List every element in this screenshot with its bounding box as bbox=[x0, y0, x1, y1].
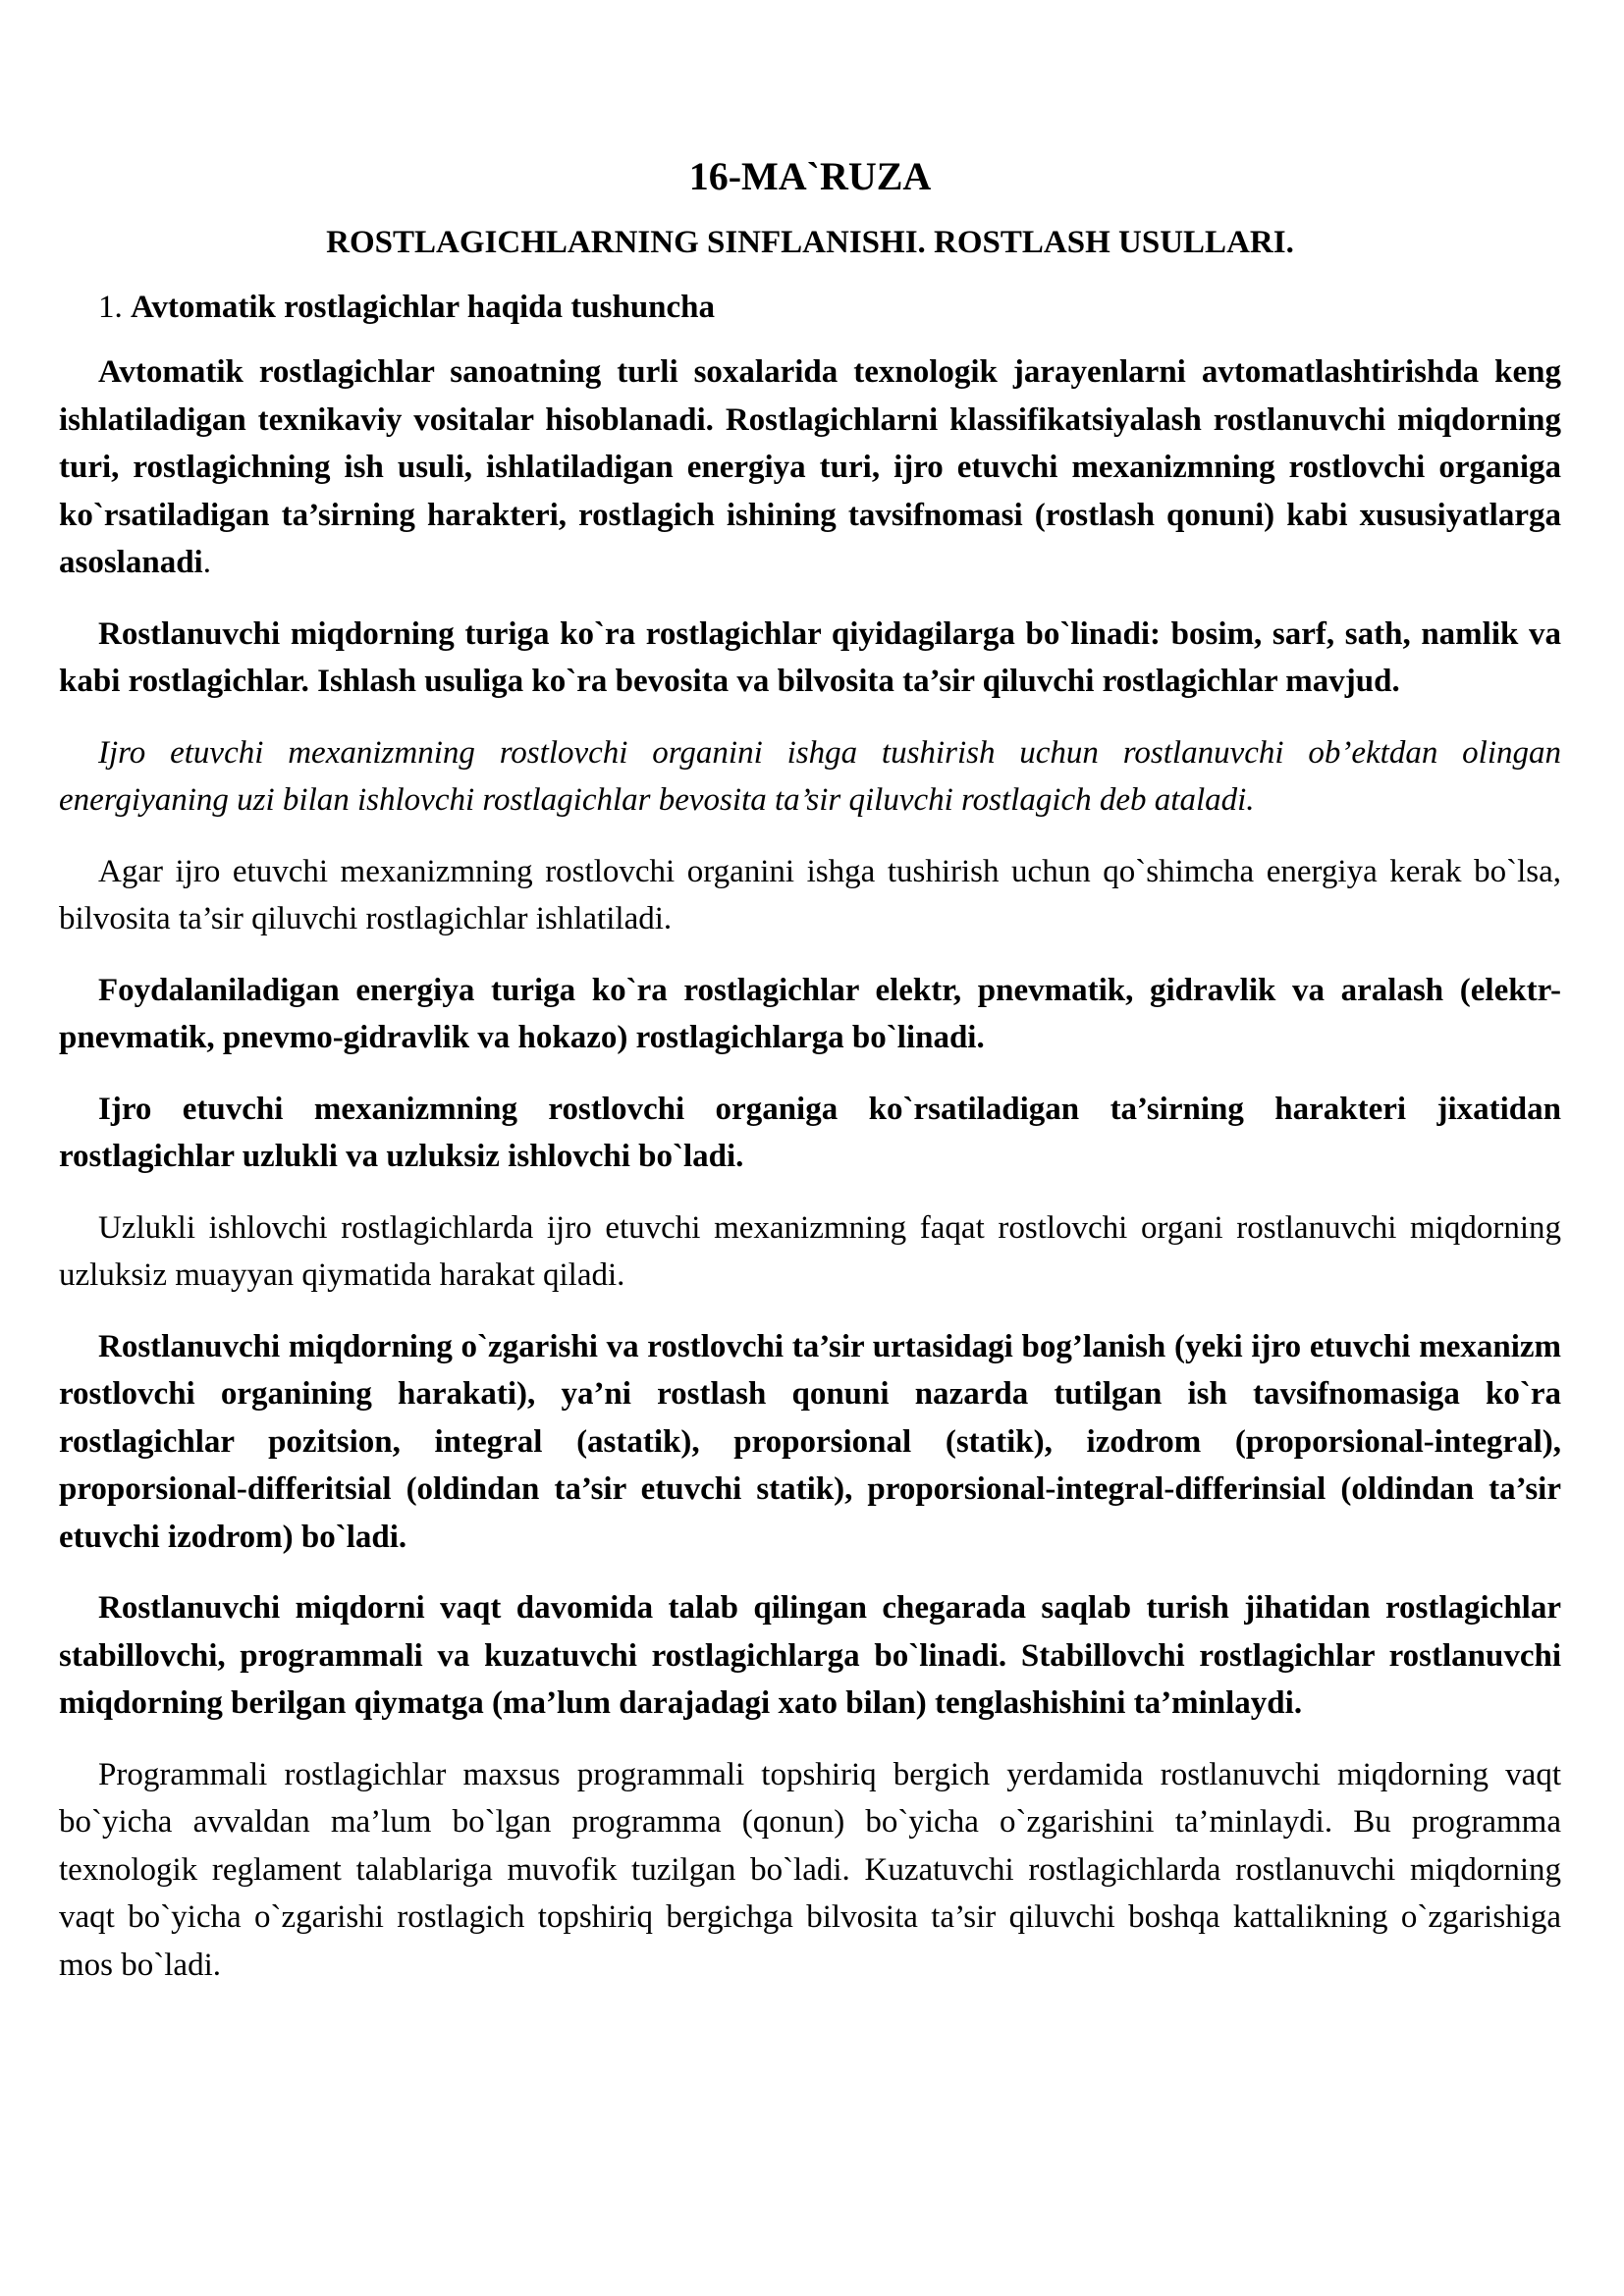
section-heading bbox=[59, 286, 1561, 329]
paragraph-10: Programmali rostlagichlar maxsus programmali topshiriq bergich yerdamida rostlanuvchi miqdorning vaqt bo`yicha avvaldan ma’lum bo`lgan programma (qonun) bo`yicha o`zgarishini ta’minlaydi. Bu programma texnologik reglament talablariga muvofik tuzilgan bo`ladi. Kuzatuvchi rostlagichlarda rostlanuvchi miqdorning vaqt bo`yicha o`zgarishi rostlagich topshiriq bergichga bilvosita ta’sir qiluvchi boshqa kattalikning o`zgarishiga mos bo`ladi. bbox=[59, 1756, 1561, 1983]
paragraph-4: Agar ijro etuvchi mexanizmning rostlovchi organini ishga tushirish uchun qo`shimcha energiya kerak bo`lsa, bilvosita ta’sir qiluvchi rostlagichlar ishlatiladi. bbox=[59, 853, 1561, 936]
paragraph-5: Foydalaniladigan energiya turiga ko`ra rostlagichlar elektr, pnevmatik, gidravlik va aralash (elektr-pnevmatik, pnevmo-gidravlik va hokazo) rostlagichlarga bo`linadi. bbox=[59, 972, 1561, 1055]
paragraph-9: Rostlanuvchi miqdorni vaqt davomida talab qilingan chegarada saqlab turish jihatidan rostlagichlar stabillovchi, programmali va kuzatuvchi rostlagichlarga bo`linadi. Stabillovchi rostlagichlar rostlanuvchi miqdorning berilgan qiymatga (ma’lum darajadagi xato bilan) tenglashishini ta’minlaydi. bbox=[59, 1590, 1561, 1721]
paragraph-8: Rostlanuvchi miqdorning o`zgarishi va rostlovchi ta’sir urtasidagi bog’lanish (yeki ijro etuvchi mexanizm rostlovchi organining harakati), ya’ni rostlash qonuni nazarda tutilgan ish tavsifnomasiga ko`ra rostlagichlar pozitsion, integral (astatik), proporsional (statik), izodrom (proporsional-integral), proporsional-differitsial (oldindan ta’sir etuvchi statik), proporsional-integral-differinsial (oldindan ta’sir etuvchi izodrom) bo`ladi. bbox=[59, 1328, 1561, 1555]
paragraph-6: Ijro etuvchi mexanizmning rostlovchi organiga ko`rsatiladigan ta’sirning harakteri jixatidan rostlagichlar uzlukli va uzluksiz ishlovchi bo`ladi. bbox=[59, 1091, 1561, 1174]
paragraph-1-tail: . bbox=[202, 545, 211, 580]
section-number: 1. bbox=[98, 290, 123, 325]
page-subtitle: ROSTLAGICHLARNING SINFLANISHI. ROSTLASH USULLARI. bbox=[326, 225, 1294, 260]
paragraph-1-text: Avtomatik rostlagichlar sanoatning turli soxalarida texnologik jarayenlarni avtomatlashtirishda keng ishlatiladigan texnikaviy vositalar hisoblanadi. Rostlagichlarni klassifikatsiyalash rostlanuvchi miqdorning turi, rostlagichning ish usuli, ishlatiladigan energiya turi, ijro etuvchi mexanizmning rostlovchi organiga ko`rsatiladigan ta’sirning harakteri, rostlagich ishining tavsifnomasi (rostlash qonuni) kabi xususiyatlarga asoslanadi bbox=[59, 354, 1561, 580]
paragraph-7: Uzlukli ishlovchi rostlagichlarda ijro etuvchi mexanizmning faqat rostlovchi organi rostlanuvchi miqdorning uzluksiz muayyan qiymatida harakat qiladi. bbox=[59, 1209, 1561, 1293]
page-title: 16-MA`RUZA bbox=[688, 154, 932, 198]
paragraph-3: Ijro etuvchi mexanizmning rostlovchi organini ishga tushirish uchun rostlanuvchi ob’ektdan olingan energiyaning uzi bilan ishlovchi rostlagichlar bevosita ta’sir qiluvchi rostlagich deb ataladi. bbox=[59, 734, 1561, 818]
paragraph-1 bbox=[59, 348, 1561, 587]
paragraph-2: Rostlanuvchi miqdorning turiga ko`ra rostlagichlar qiyidagilarga bo`linadi: bosim, sarf, sath, namlik va kabi rostlagichlar. Ishlash usuliga ko`ra bevosita va bilvosita ta’sir qiluvchi rostlagichlar mavjud. bbox=[59, 615, 1561, 699]
section-heading-text: Avtomatik rostlagichlar haqida tushuncha bbox=[131, 290, 716, 325]
document-page bbox=[59, 152, 1561, 2012]
